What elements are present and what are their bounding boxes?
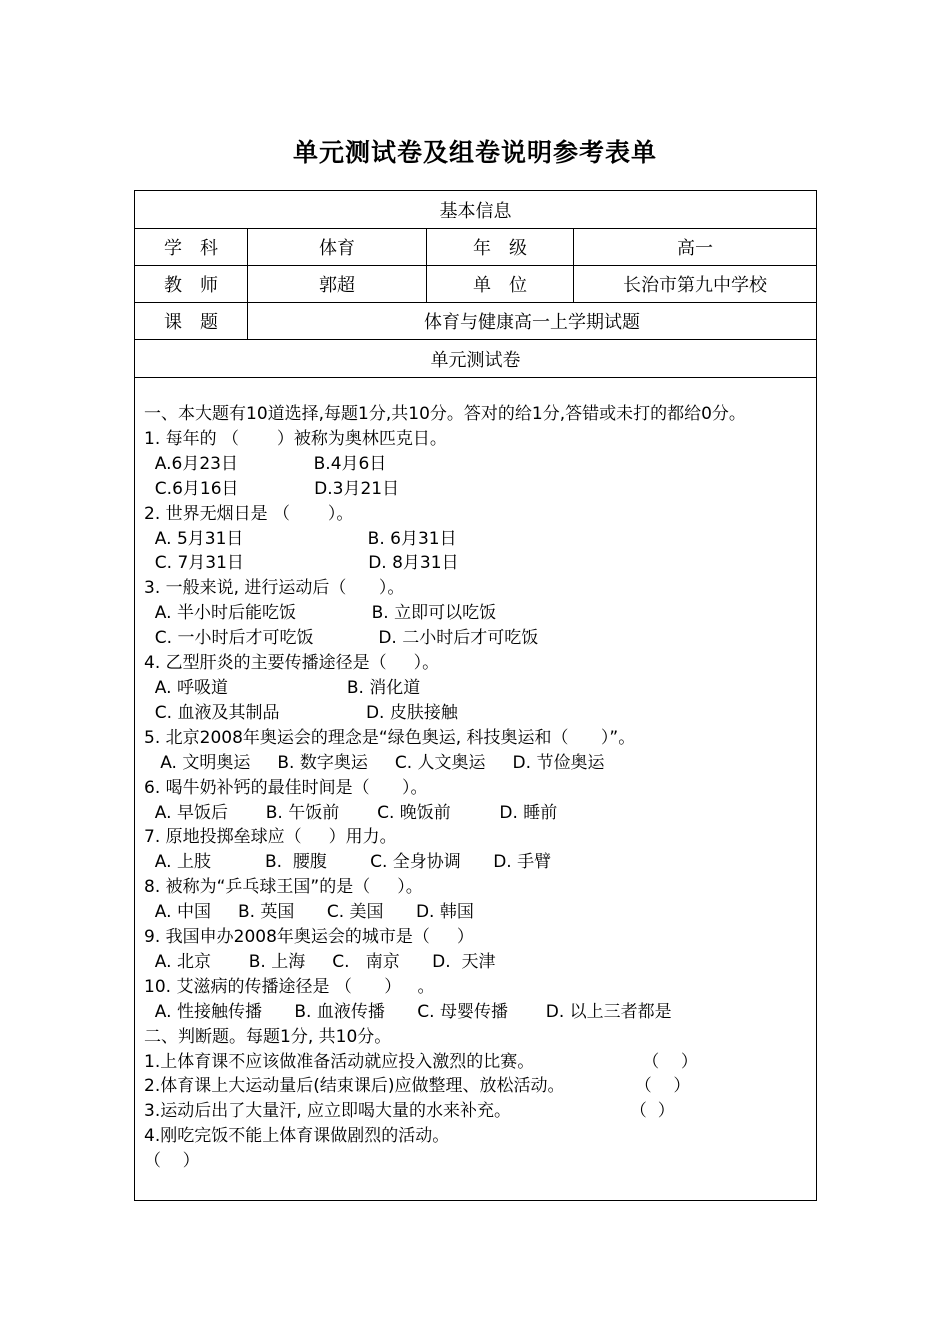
question-line: A.6月23日 B.4月6日	[144, 453, 387, 474]
grade-value: 高一	[574, 229, 817, 266]
teacher-label: 教 师	[135, 266, 248, 303]
question-line: 6. 喝牛奶补钙的最佳时间是（ ）。	[144, 777, 428, 798]
question-line: A. 北京 B. 上海 C. 南京 D. 天津	[144, 951, 496, 972]
subject-value: 体育	[248, 229, 427, 266]
question-line: 9. 我国申办2008年奥运会的城市是（ ）	[144, 927, 474, 948]
question-line: 1. 每年的 （ ）被称为奥林匹克日。	[144, 428, 447, 449]
question-line: 7. 原地投掷垒球应（ ）用力。	[144, 827, 397, 848]
question-line: C. 7月31日 D. 8月31日	[144, 553, 459, 574]
unit-value: 长治市第九中学校	[574, 266, 817, 303]
grade-label: 年 级	[427, 229, 574, 266]
question-line: C. 一小时后才可吃饭 D. 二小时后才可吃饭	[144, 628, 539, 649]
question-line: 2. 世界无烟日是 （ ）。	[144, 503, 354, 524]
question-line: 4. 乙型肝炎的主要传播途径是（ ）。	[144, 653, 440, 674]
question-line: A. 呼吸道 B. 消化道	[144, 677, 421, 698]
question-line: 10. 艾滋病的传播途径是 （ ） 。	[144, 976, 435, 997]
question-line: 2.体育课上大运动量后(结束课后)应做整理、放松活动。 （ ）	[144, 1076, 691, 1097]
question-line: A. 性接触传播 B. 血液传播 C. 母婴传播 D. 以上三者都是	[144, 1001, 672, 1022]
teacher-value: 郭超	[248, 266, 427, 303]
question-line: A. 半小时后能吃饭 B. 立即可以吃饭	[144, 603, 497, 624]
info-form-table	[134, 190, 817, 1201]
question-line: 1.上体育课不应该做准备活动就应投入激烈的比赛。 （ ）	[144, 1051, 698, 1072]
question-line: （ ）	[144, 1151, 200, 1172]
question-line: A. 5月31日 B. 6月31日	[144, 528, 457, 549]
question-line: 4.刚吃完饭不能上体育课做剧烈的活动。	[144, 1126, 450, 1147]
question-line: 8. 被称为“乒乓球王国”的是（ ）。	[144, 877, 423, 898]
unit-label: 单 位	[427, 266, 574, 303]
page-title: 单元测试卷及组卷说明参考表单	[292, 138, 657, 167]
basic-info-header: 基本信息	[135, 191, 817, 229]
question-line: A. 早饭后 B. 午饭前 C. 晚饭前 D. 睡前	[144, 802, 558, 823]
question-line: C. 血液及其制品 D. 皮肤接触	[144, 702, 458, 723]
question-line: C.6月16日 D.3月21日	[144, 478, 400, 499]
subject-label: 学 科	[135, 229, 248, 266]
question-line: A. 文明奥运 B. 数字奥运 C. 人文奥运 D. 节俭奥运	[144, 752, 605, 773]
question-line: 一、本大题有10道选择,每题1分,共10分。答对的给1分,答错或未打的都给0分。	[144, 404, 746, 424]
question-line: A. 中国 B. 英国 C. 美国 D. 韩国	[144, 902, 474, 923]
question-line: 二、判断题。每题1分, 共10分。	[144, 1026, 392, 1047]
unit-test-header: 单元测试卷	[135, 340, 817, 378]
topic-value: 体育与健康高一上学期试题	[248, 303, 817, 340]
question-line: 3. 一般来说, 进行运动后（ ）。	[144, 578, 405, 599]
question-line: 3.运动后出了大量汗, 应立即喝大量的水来补充。 （ ）	[144, 1101, 675, 1122]
question-line: A. 上肢 B. 腰腹 C. 全身协调 D. 手臂	[144, 852, 552, 873]
question-line: 5. 北京2008年奥运会的理念是“绿色奥运, 科技奥运和（ ）”。	[144, 727, 636, 748]
question-area	[135, 378, 817, 1201]
topic-label: 课 题	[135, 303, 248, 340]
